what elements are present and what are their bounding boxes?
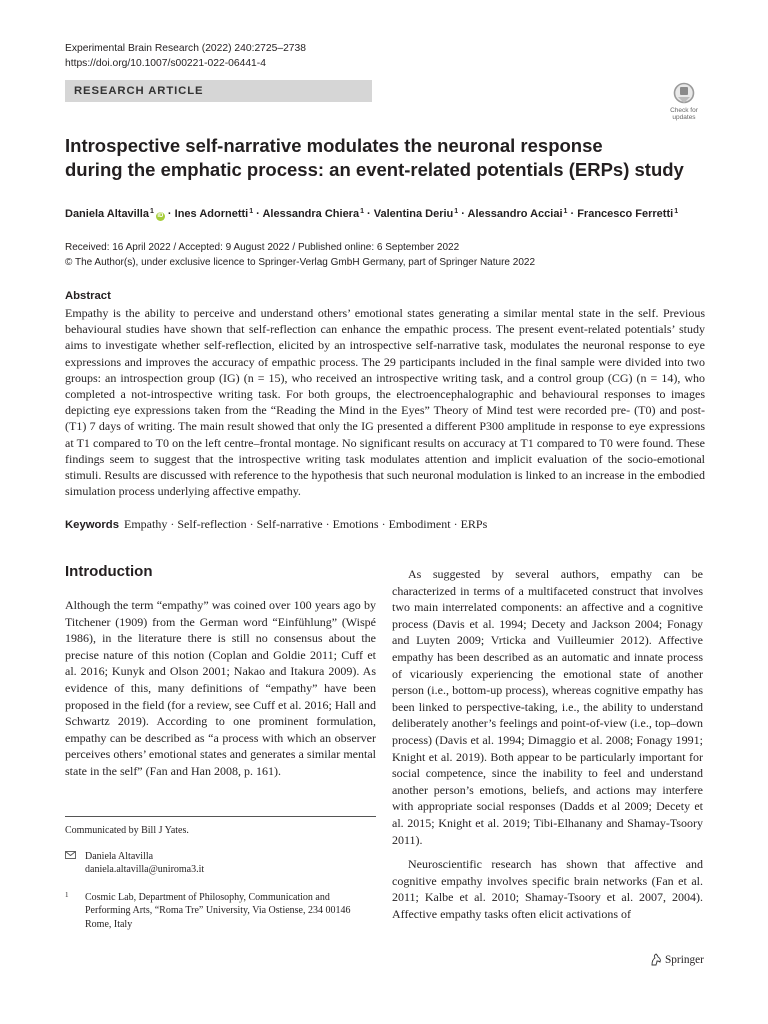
journal-header (65, 41, 306, 71)
crossmark-icon (673, 82, 695, 106)
doi-link[interactable]: https://doi.org/10.1007/s00221-022-06441-4 (65, 58, 266, 69)
copyright-line: © The Author(s), under exclusive licence to Springer-Verlag GmbH Germany, part of Springer Nature 2022 (65, 257, 535, 268)
author-name[interactable]: Alessandra Chiera (262, 208, 360, 220)
footnote-divider (65, 816, 376, 817)
author-name[interactable]: Francesco Ferretti (577, 208, 674, 220)
author-name[interactable]: Valentina Deriu (373, 208, 454, 220)
publication-dates: Received: 16 April 2022 / Accepted: 9 August 2022 / Published online: 6 September 2022 © The Author(s), under exclusive licence to Springer-Verlag GmbH Germany, part of Springer Nature 2022 (65, 242, 535, 268)
author-name[interactable]: Daniela Altavilla (65, 208, 149, 220)
orcid-icon[interactable]: iD (157, 213, 164, 219)
journal-citation: Experimental Brain Research (2022) 240:2725–2738 (65, 43, 306, 54)
keywords-list: Empathy · Self-reflection · Self-narrative · Emotions · Embodiment · ERPs (124, 517, 488, 531)
abstract-heading: Abstract (65, 290, 111, 302)
article-title: Introspective self-narrative modulates the neuronal response during the emphatic process: an event-related potentials (ERPs) study (65, 135, 684, 180)
communicated-by: Communicated by Bill J Yates. (65, 825, 189, 836)
introduction-paragraph-1: Although the term “empathy” was coined over 100 years ago by Titchener (1909) from the German word “Einfühlung” (Wispé 1986), in the literature there is still no consensus about the precise nature of this notion (Coplan and Goldie 2011; Cuff et al. 2016; Kunyk and Olson 2001; Nakao and Itakura 2009). As evidence of this, many definitions of “empathy” have been proposed in the field (for a review, see Cuff et al. 2016; Hall and Schwartz 2019). According to one prominent formulation, empathy can be described as “a process with which an observer perceives others’ emotional states and generates a similar mental state in the self” (Fan and Han 2008, p. 161). (65, 598, 376, 778)
corresponding-email[interactable]: daniela.altavilla@uniroma3.it (85, 864, 205, 875)
corresponding-author: Daniela Altavilla (85, 850, 154, 862)
publisher-logo (649, 953, 704, 966)
affiliation-text: Cosmic Lab, Department of Philosophy, Communication and Performing Arts, “Roma Tre” University, Via Ostiense, 234 00146 Rome, Italy (85, 891, 351, 930)
affiliation-mark: 1 (65, 890, 69, 899)
abstract-text: Empathy is the ability to perceive and understand others’ emotional states generating a similar mental state in the self. Previous behavioural studies have shown that self-reflection can enhance the empathic process. The present event-related potentials’ study aims to investigate whether self-reflection, elicited by an introspective self-narrative task, modulates the neuronal response to eye expressions and improves the accuracy of empathic process. The 29 participants included in the final sample were divided into two groups: an introspection group (IG) (n = 15), who received an introspective writing task, and a control group (CG) (n = 14), who completed a not-introspective writing task. For both groups, the electroencephalographic and behavioural responses to images depicting eye expressions taken from the “Reading the Mind in the Eyes” Theory of Mind test were recorded pre- (T0) and post- (T1) 7 days of writing. The main result showed that only the IG presented a different P300 amplitude in response to eye expressions at T1 compared to T0 on the left centre–frontal montage. No significant results on accuracy at T1 compared to T0 were found. These findings seem to suggest that the introspective writing task modulates attention and implicit evaluation of the socio-emotional stimuli. Results are discussed with reference to the hypothesis that such neuronal modulation is linked to an increase in the embodied simulation process underlying affective empathy. (65, 306, 705, 499)
envelope-icon (65, 851, 76, 859)
check-for-updates-badge[interactable]: Check for updates (665, 82, 703, 124)
author-name[interactable]: Ines Adornetti (174, 208, 249, 220)
keywords-heading: Keywords (65, 519, 119, 531)
keywords (65, 516, 705, 533)
author-name[interactable]: Alessandro Acciai (467, 208, 563, 220)
footnotes (65, 824, 376, 931)
right-column (392, 566, 703, 848)
publisher-name: Springer (665, 953, 704, 966)
introduction-paragraph-2: As suggested by several authors, empathy can be characterized in terms of a multifaceted construct that involves two main interrelated components: an affective and a cognitive process (Davis et al. 1994; Decety and Jackson 2004; Fonagy and Luyten 2009; Vrticka and Vuilleumier 2012). Affective empathy has been described as an automatic and innate process of vicariously experiencing the emotional state of another person (i.e., bottom-up process), whereas cognitive empathy has been linked to perspective-taking, i.e., the ability to understand deliberately another’s feelings and point-of-view (i.e., top–down process) (Davis et al. 1994; Dimaggio et al. 2008; Fonagy 1991; Knight et al. 2019). Both appear to be particularly important for social competence, since the inability to feel and understand another person’s emotions, beliefs, and actions may interfere with appropriate social responses (Dadds et al 2009; Decety et al. 2015; Knight et al. 2019; Tibi-Elhanany and Shamay-Tsoory 2011). (392, 567, 703, 847)
introduction-heading: Introduction (65, 563, 153, 580)
springer-horse-icon (649, 953, 662, 966)
author-list: Daniela Altavilla$^1$iD · Ines Adornetti$^1$ · Alessandra Chiera$^1$ · Valentina Deriu$^1$ · Alessandro Acciai$^1$ · Francesco Ferretti$^1$ (65, 208, 679, 220)
introduction-paragraph-3: Neuroscientific research has shown that affective and cognitive empathy involves specific brain networks (Fan et al. 2011; Kalbe et al. 2010; Shamay-Tsoory et al. 2007, 2004). Affective empathy tasks often elicit activations of (392, 857, 703, 921)
article-type-bar: RESEARCH ARTICLE (65, 80, 372, 102)
